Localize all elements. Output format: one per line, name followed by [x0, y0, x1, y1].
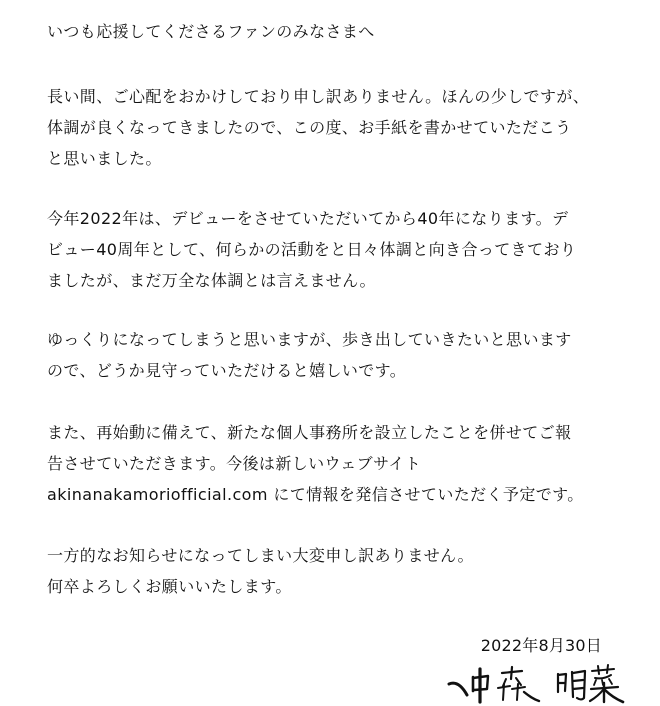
letter-paragraph-1	[47, 81, 627, 174]
paragraph-line: また、再始動に備えて、新たな個人事務所を設立したことを併せてご報	[47, 423, 572, 442]
handwritten-signature	[446, 664, 626, 704]
paragraph-line: 何卒よろしくお願いいたします。	[47, 577, 292, 596]
paragraph-line: akinanakamoriofficial.com にて情報を発信させていただく予定です。	[47, 485, 584, 504]
paragraph-line: 体調が良くなってきましたので、この度、お手紙を書かせていただこう	[47, 118, 572, 137]
letter-paragraph-3	[47, 324, 627, 386]
paragraph-line: 今年2022年は、デビューをさせていただいてから40年になります。デ	[47, 209, 569, 228]
paragraph-line: ゆっくりになってしまうと思いますが、歩き出していきたいと思います	[47, 330, 572, 349]
letter-paragraph-2	[47, 203, 627, 296]
paragraph-line: と思いました。	[47, 149, 162, 168]
paragraph-line: 一方的なお知らせになってしまい大変申し訳ありません。	[47, 546, 474, 565]
letter-greeting: いつも応援してくださるファンのみなさまへ	[47, 22, 375, 41]
letter-date: 2022年8月30日	[480, 636, 602, 655]
paragraph-line: ので、どうか見守っていただけると嬉しいです。	[47, 361, 407, 380]
paragraph-line: 長い間、ご心配をおかけしており申し訳ありません。ほんの少しですが、	[47, 87, 590, 106]
paragraph-line: 告させていただきます。今後は新しいウェブサイト	[47, 454, 422, 473]
letter-paragraph-4	[47, 417, 627, 510]
paragraph-line: ビュー40周年として、何らかの活動をと日々体調と向き合ってきており	[47, 240, 577, 259]
letter-paragraph-5	[47, 540, 627, 602]
paragraph-line: ましたが、まだ万全な体調とは言えません。	[47, 271, 376, 290]
